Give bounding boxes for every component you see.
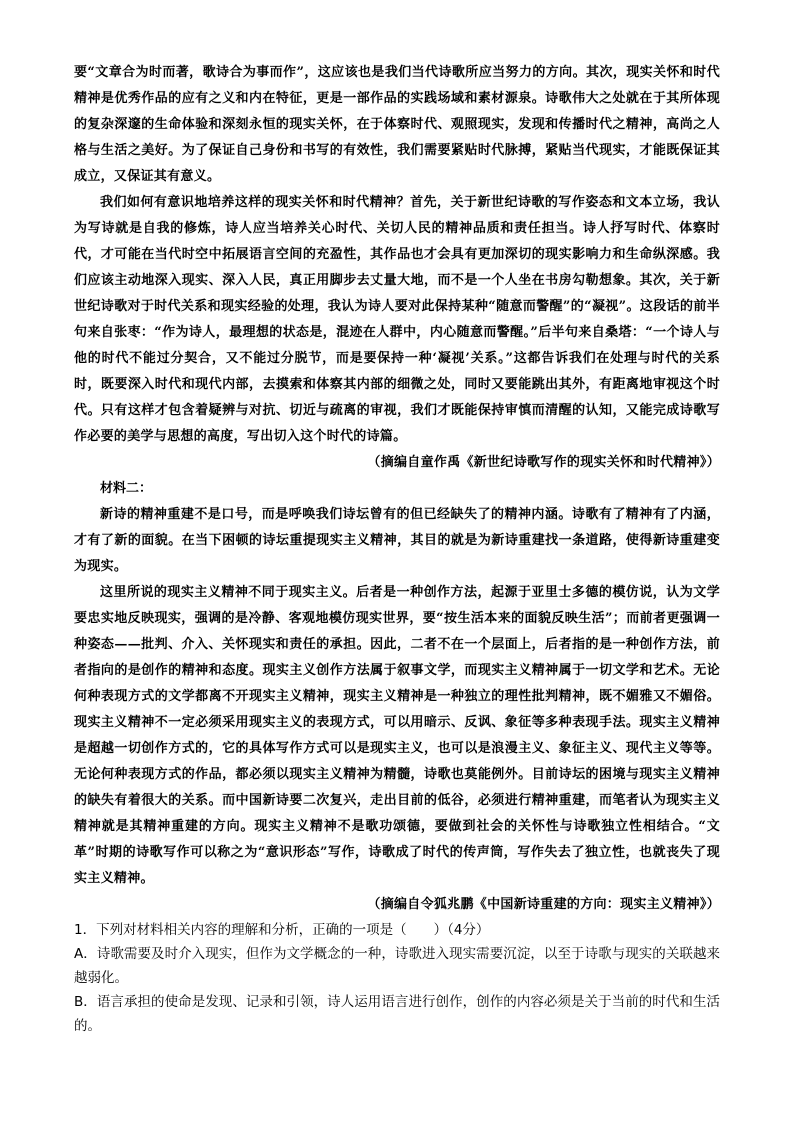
- passage2-paragraph-2: 这里所说的现实主义精神不同于现实主义。后者是一种创作方法，起源于亚里士多德的模仿说，认为文学要忠实地反映现实，强调的是冷静、客观地模仿现实世界，要“按生活本来的面貌反映生活”；而前者更强调一种姿态——批判、介入、关怀现实和责任的承担。因此，二者不在一个层面上，后者指的是一种创作方法，前者指向的是创作的精神和态度。现实主义创作方法属于叙事文学，而现实主义精神属于一切文学和艺术。无论何种表现方式的文学都离不开现实主义精神，现实主义精神是一种独立的理性批判精神，既不媚雅又不媚俗。现实主义精神不一定必须采用现实主义的表现方式，可以用暗示、反讽、象征等多种表现手法。现实主义精神是超越一切创作方式的，它的具体写作方式可以是现实主义，也可以是浪漫主义、象征主义、现代主义等等。无论何种表现方式的作品，都必须以现实主义精神为精髓，诗歌也莫能例外。目前诗坛的困境与现实主义精神的缺失有着很大的关系。而中国新诗要二次复兴，走出目前的低谷，必须进行精神重建，而笔者认为现实主义精神就是其精神重建的方向。现实主义精神不是歌功颂德，要做到社会的关怀性与诗歌独立性相结合。“文革”时期的诗歌写作可以称之为“意识形态”写作，诗歌成了时代的传声筒，写作失去了独立性，也就丧失了现实主义精神。: [74, 585, 720, 886]
- document-page: [74, 60, 720, 1038]
- material-2-heading: 材料二：: [100, 481, 153, 496]
- passage2-paragraph-1: 新诗的精神重建不是口号，而是呼唤我们诗坛曾有的但已经缺失了的精神内涵。诗歌有了精神有了内涵，才有了新的面貌。在当下困顿的诗坛重提现实主义精神，其目的就是为新诗重建找一条道路，使得新诗重建变为现实。: [74, 507, 720, 574]
- passage2-source: （摘编自令狐兆鹏《中国新诗重建的方向：现实主义精神》）: [367, 897, 720, 912]
- question-1-option-a: A．诗歌需要及时介入现实，但作为文学概念的一种，诗歌进入现实需要沉淀，以至于诗歌与现实的关联越来越弱化。: [74, 946, 720, 986]
- passage1-paragraph-2: 我们如何有意识地培养这样的现实关怀和时代精神？首先，关于新世纪诗歌的写作姿态和文本立场，我认为写诗就是自我的修炼，诗人应当培养关心时代、关切人民的精神品质和责任担当。诗人抒写时代、体察时代，才可能在当代时空中拓展语言空间的充盈性，其作品也才会具有更加深切的现实影响力和生命纵深感。我们应该主动地深入现实、深入人民，真正用脚步去丈量大地，而不是一个人坐在书房勾勒想象。其次，关于新世纪诗歌对于时代关系和现实经验的处理，我认为诗人要对此保持某种“随意而警醒”的“凝视”。这段话的前半句来自张枣：“作为诗人，最理想的状态是，混迹在人群中，内心随意而警醒。”后半句来自桑塔：“一个诗人与他的时代不能过分契合，又不能过分脱节，而是要保持一种‘凝视’关系。”这都告诉我们在处理与时代的关系时，既要深入时代和现代内部，去摸索和体察其内部的细微之处，同时又要能跳出其外，有距离地审视这个时代。只有这样才包含着疑辨与对抗、切近与疏离的审视，我们才既能保持审慎而清醒的认知，又能完成诗歌写作必要的美学与思想的高度，写出切入这个时代的诗篇。: [74, 195, 720, 444]
- passage1-paragraph-1: 要“文章合为时而著，歌诗合为事而作”，这应该也是我们当代诗歌所应当努力的方向。其次，现实关怀和时代精神是优秀作品的应有之义和内在特征，更是一部作品的实践场域和素材源泉。诗歌伟大之处就在于其所体现的复杂深邃的生命体验和深刻永恒的现实关怀，在于体察时代、观照现实，发现和传播时代之精神，高尚之人格与生活之美好。为了保证自己身份和书写的有效性，我们需要紧贴时代脉搏，紧贴当代现实，才能既保证其成立，又保证其有意义。: [74, 65, 720, 184]
- passage1-source: （摘编自童作禹《新世纪诗歌写作的现实关怀和时代精神》）: [367, 455, 720, 470]
- question-1-stem: 1．下列对材料相关内容的理解和分析，正确的一项是（ ）（4分）: [74, 922, 490, 938]
- question-1-option-b: B．语言承担的使命是发现、记录和引领，诗人运用语言进行创作，创作的内容必须是关于当前的时代和生活的。: [74, 994, 720, 1034]
